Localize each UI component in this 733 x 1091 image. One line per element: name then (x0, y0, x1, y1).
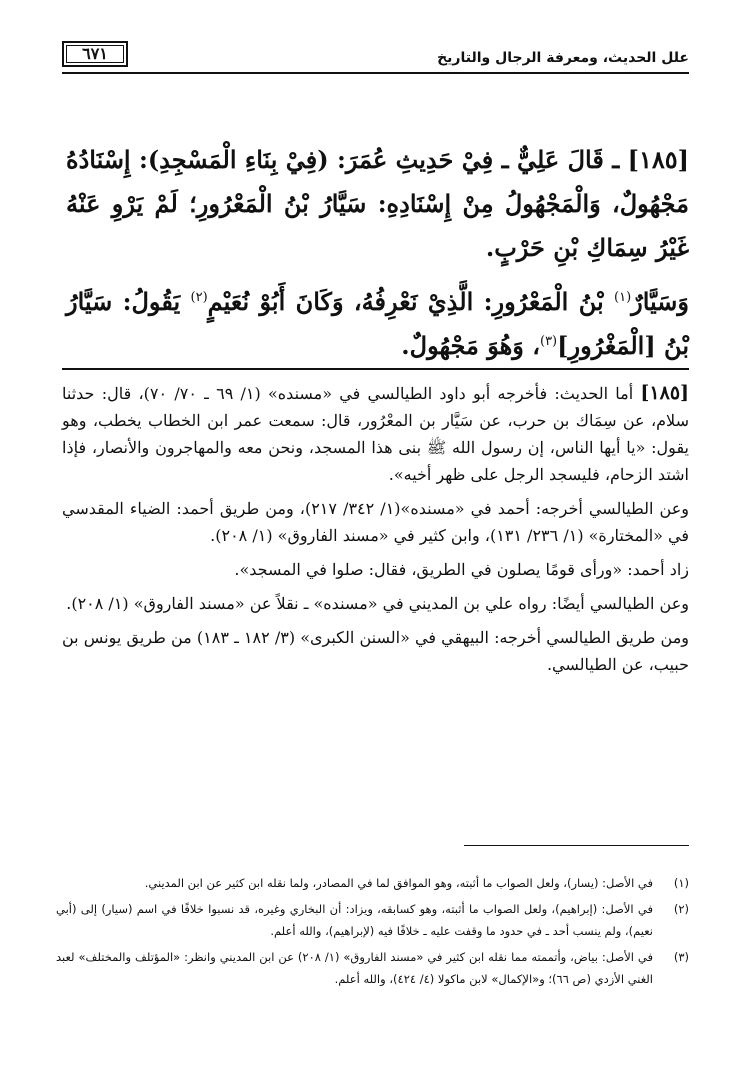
commentary-paragraph-4: وعن الطيالسي أيضًا: رواه علي بن المديني في «مسنده» ـ نقلاً عن «مسند الفاروق» (١/ ٢٠٨). (66, 594, 689, 613)
footnote-3 (56, 946, 689, 990)
commentary-text-1: أما الحديث: فأخرجه أبو داود الطيالسي في «مسنده» (١/ ٦٩ ـ ٧٠/ ٧٠)، قال: حدثنا سلام، عن سِمَاك بن حرب، عن سَيَّار بن المعْرُور، قال: سمعت عمر ابن الخطاب يخطب، وهو يقول: «يا أيها الناس، إن رسول الله ﷺ بنى هذا المسجد، ونحن معه والمهاجرون والأنصار، فإذا اشتد الزحام، فليسجد الرجل على ظهر أخيه». (62, 384, 689, 484)
matn-paragraph-2 (66, 280, 689, 368)
running-title: علل الحديث، ومعرفة الرجال والتاريخ (437, 50, 689, 66)
matn-text-2b: بْنُ الْمَعْرُورِ: الَّذِيْ نَعْرِفُهُ، وَكَانَ أَبُوْ نُعَيْمٍ (207, 287, 615, 316)
footnote-text: في الأصل: بياض، وأتممته مما نقله ابن كثير في «مسند الفاروق» (١/ ٢٠٨) عن ابن المديني وانظر: «المؤتلف والمختلف» لعبد الغني الأزدي (ص ٦٦)؛ و«الإكمال» لابن ماكولا (٤/ ٤٢٤)، والله أعلم. (56, 950, 654, 986)
footnotes (56, 872, 689, 994)
footnote-text: في الأصل: (إبراهيم)، ولعل الصواب ما أثبته، وهو كسابقه، ويزاد: أن البخاري وغيره، قد نسبوا خلافًا في اسم (سيار) إلى (أبي نعيم)، ولم ينسب أحد ـ في حدود ما وقفت عليه ـ خلافًا فيه (لإبراهيم)، والله أعلم. (56, 902, 653, 938)
footnote-text: في الأصل: (يسار)، ولعل الصواب ما أثبته، وهو الموافق لما في المصادر، ولما نقله ابن كثير عن ابن المديني. (144, 876, 653, 890)
matn-paragraph-1 (66, 138, 689, 270)
commentary-paragraph-3: زاد أحمد: «ورأى قومًا يصلون في الطريق، فقال: صلوا في المسجد». (234, 560, 689, 579)
footnote-divider (464, 845, 689, 846)
page-header (62, 38, 689, 74)
footnote-2 (56, 898, 689, 942)
footnote-1 (56, 872, 689, 894)
matn-text-2d: ، وَهُوَ مَجْهُولٌ. (401, 331, 540, 360)
commentary-paragraph-1 (62, 380, 689, 488)
footnote-ref-1: (١) (614, 290, 632, 305)
page-number: ٦٧١ (62, 41, 128, 67)
footnote-number: (١) (673, 876, 689, 890)
matn-text-1: ـ قَالَ عَلِيٌّ ـ فِيْ حَدِيثِ عُمَرَ: (فِيْ بِنَاءِ الْمَسْجِدِ): إِسْنَادُهُ مَجْهُولٌ، وَالْمَجْهُولُ مِنْ إِسْنَادِهِ: سَيَّارُ بْنُ الْمَعْرُورِ؛ لَمْ يَرْوِ عَنْهُ غَيْرُ سِمَاكِ بْنِ حَرْبٍ. (66, 145, 689, 262)
footnote-ref-2: (٢) (190, 290, 208, 305)
section-divider (62, 368, 689, 370)
matn-text-2a: وَسَيَّارٌ (631, 287, 689, 316)
main-text (66, 138, 689, 378)
commentary (62, 380, 689, 685)
footnote-ref-3: (٣) (539, 334, 558, 349)
commentary-paragraph-5: ومن طريق الطيالسي أخرجه: البيهقي في «السنن الكبرى» (٣/ ١٨٢ ـ ١٨٣) من طريق يونس بن حبيب، عن الطيالسي. (62, 628, 690, 674)
footnote-number: (٣) (673, 950, 689, 964)
commentary-entry-number: [١٨٥] (640, 382, 690, 404)
entry-number: [١٨٥] (627, 145, 689, 174)
matn-text-2c: يَقُولُ: سَيَّارُ بْنُ [الْمَغْرُورِ] (66, 287, 689, 360)
commentary-paragraph-2: وعن الطيالسي أخرجه: أحمد في «مسنده»(١/ ٣٤٢/ ٢١٧)، ومن طريق أحمد: الضياء المقدسي في «المختارة» (١/ ٢٣٦/ ١٣١)، وابن كثير في «مسند الفاروق» (١/ ٢٠٨). (62, 499, 689, 545)
footnote-number: (٢) (673, 902, 689, 916)
